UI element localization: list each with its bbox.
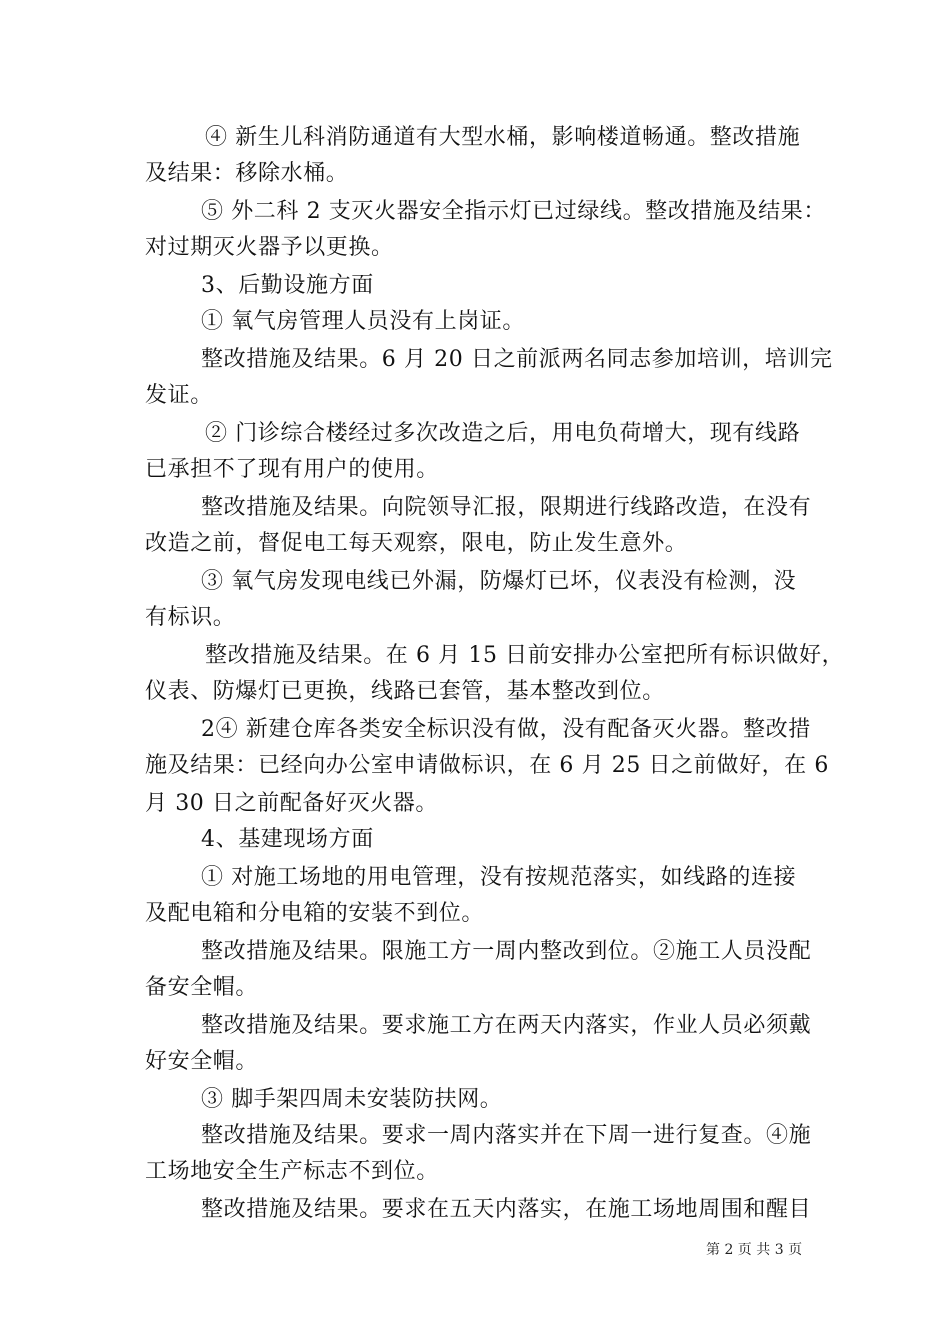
text-line: 发证。	[145, 383, 213, 408]
text-line: ③ 脚手架四周未安装防扶网。	[201, 1087, 503, 1112]
text-line: 有标识。	[145, 605, 236, 630]
text-line: 整改措施及结果。要求一周内落实并在下周一进行复查。④施	[201, 1123, 812, 1148]
text-line: 整改措施及结果。要求施工方在两天内落实，作业人员必须戴	[201, 1013, 812, 1038]
text-line: 整改措施及结果。在 6 月 15 日前安排办公室把所有标识做好，	[205, 643, 845, 668]
text-line: 整改措施及结果。6 月 20 日之前派两名同志参加培训，培训完	[201, 347, 833, 372]
text-line: 改造之前，督促电工每天观察，限电，防止发生意外。	[145, 531, 688, 556]
text-line: ④ 新生儿科消防通道有大型水桶，影响楼道畅通。整改措施	[205, 125, 801, 150]
section-heading: 3、后勤设施方面	[201, 273, 374, 298]
text-line: 及结果：移除水桶。	[145, 161, 349, 186]
page-number: 第 2 页 共 3 页	[706, 1242, 803, 1258]
text-line: 工场地安全生产标志不到位。	[145, 1159, 439, 1184]
text-line: 整改措施及结果。要求在五天内落实，在施工场地周围和醒目	[201, 1197, 812, 1222]
text-line: 及配电箱和分电箱的安装不到位。	[145, 901, 485, 926]
text-line: 仪表、防爆灯已更换，线路已套管，基本整改到位。	[145, 679, 665, 704]
text-line: 施及结果：已经向办公室申请做标识，在 6 月 25 日之前做好，在 6	[145, 753, 829, 778]
text-line: 备安全帽。	[145, 975, 259, 1000]
text-line: 整改措施及结果。向院领导汇报，限期进行线路改造，在没有	[201, 495, 812, 520]
text-line: 月 30 日之前配备好灭火器。	[145, 791, 438, 816]
text-line: 整改措施及结果。限施工方一周内整改到位。②施工人员没配	[201, 939, 812, 964]
text-line: ② 门诊综合楼经过多次改造之后，用电负荷增大，现有线路	[205, 421, 801, 446]
text-line: ③ 氧气房发现电线已外漏，防爆灯已坏，仪表没有检测，没	[201, 569, 797, 594]
text-line: 2④ 新建仓库各类安全标识没有做，没有配备灭火器。整改措	[201, 717, 811, 742]
text-line: ① 氧气房管理人员没有上岗证。	[201, 309, 525, 334]
section-heading: 4、基建现场方面	[201, 827, 374, 852]
text-line: 好安全帽。	[145, 1049, 259, 1074]
text-line: ⑤ 外二科 2 支灭火器安全指示灯已过绿线。整改措施及结果：	[201, 199, 826, 224]
text-line: 对过期灭火器予以更换。	[145, 235, 394, 260]
text-line: 已承担不了现有用户的使用。	[145, 457, 439, 482]
text-line: ① 对施工场地的用电管理，没有按规范落实，如线路的连接	[201, 865, 797, 890]
